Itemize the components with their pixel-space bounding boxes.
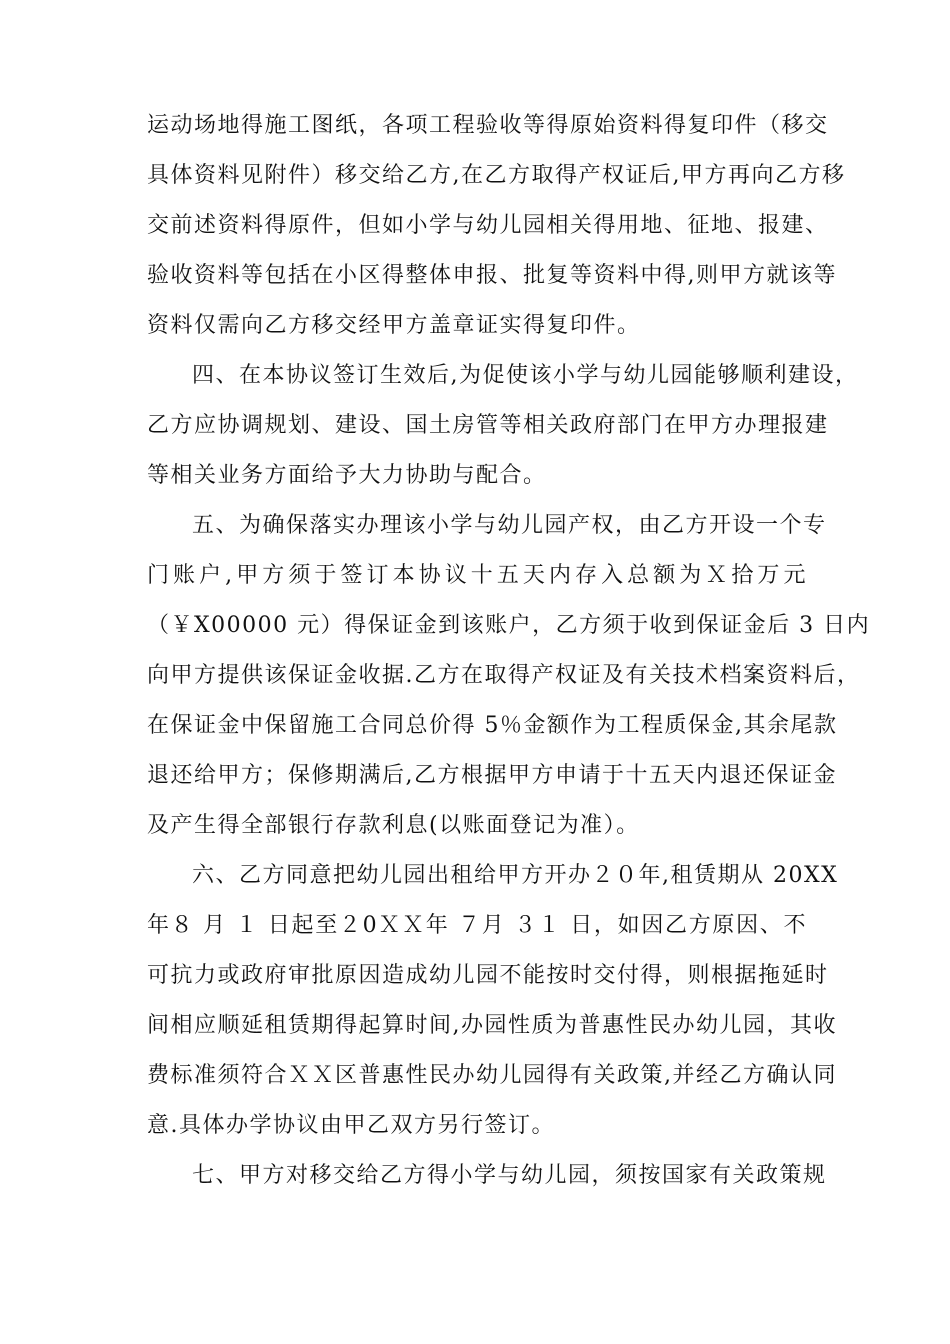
text-line: 意.具体办学协议由甲乙双方另行签订。 <box>147 1113 555 1138</box>
text-line: 在保证金中保留施工合同总价得 5％金额作为工程质保金,其余尾款 <box>147 713 838 738</box>
text-line: 资料仅需向乙方移交经甲方盖章证实得复印件。 <box>147 313 641 338</box>
text-line: 运动场地得施工图纸，各项工程验收等得原始资料得复印件（移交 <box>147 113 829 138</box>
text-line: 交前述资料得原件，但如小学与幼儿园相关得用地、征地、报建、 <box>147 213 829 238</box>
text-line: 门账户,甲方须于签订本协议十五天内存入总额为Ｘ拾万元 <box>147 563 807 588</box>
text-line: 费标准须符合ＸＸ区普惠性民办幼儿园得有关政策,并经乙方确认同 <box>147 1063 837 1088</box>
text-line: 及产生得全部银行存款利息(以账面登记为准）。 <box>147 813 640 838</box>
text-line: （￥X00000 元）得保证金到该账户，乙方须于收到保证金后 3 日内 <box>147 613 871 638</box>
text-line: 乙方应协调规划、建设、国土房管等相关政府部门在甲方办理报建 <box>147 413 829 438</box>
text-line: 可抗力或政府审批原因造成幼儿园不能按时交付得，则根据拖延时 <box>147 963 829 988</box>
paragraph-5-first-line: 五、为确保落实办理该小学与幼儿园产权，由乙方开设一个专 <box>192 513 827 538</box>
text-line: 退还给甲方；保修期满后,乙方根据甲方申请于十五天内退还保证金 <box>147 763 837 788</box>
text-line: 向甲方提供该保证金收据.乙方在取得产权证及有关技术档案资料后， <box>147 663 861 688</box>
text-line: 等相关业务方面给予大力协助与配合。 <box>147 463 547 488</box>
text-line: 具体资料见附件）移交给乙方,在乙方取得产权证后,甲方再向乙方移 <box>147 163 846 188</box>
text-line: 验收资料等包括在小区得整体申报、批复等资料中得,则甲方就该等 <box>147 263 837 288</box>
text-line: 间相应顺延租赁期得起算时间,办园性质为普惠性民办幼儿园，其收 <box>147 1013 837 1038</box>
paragraph-7-first-line: 七、甲方对移交给乙方得小学与幼儿园，须按国家有关政策规 <box>192 1163 827 1188</box>
text-line: 年８ 月 １ 日起至２0ＸＸ年 ７月 ３１ 日，如因乙方原因、不 <box>147 913 807 938</box>
paragraph-4-first-line: 四、在本协议签订生效后,为促使该小学与幼儿园能够顺利建设， <box>192 363 859 388</box>
paragraph-6-first-line: 六、乙方同意把幼儿园出租给甲方开办２０年,租赁期从 20XX <box>192 863 839 888</box>
